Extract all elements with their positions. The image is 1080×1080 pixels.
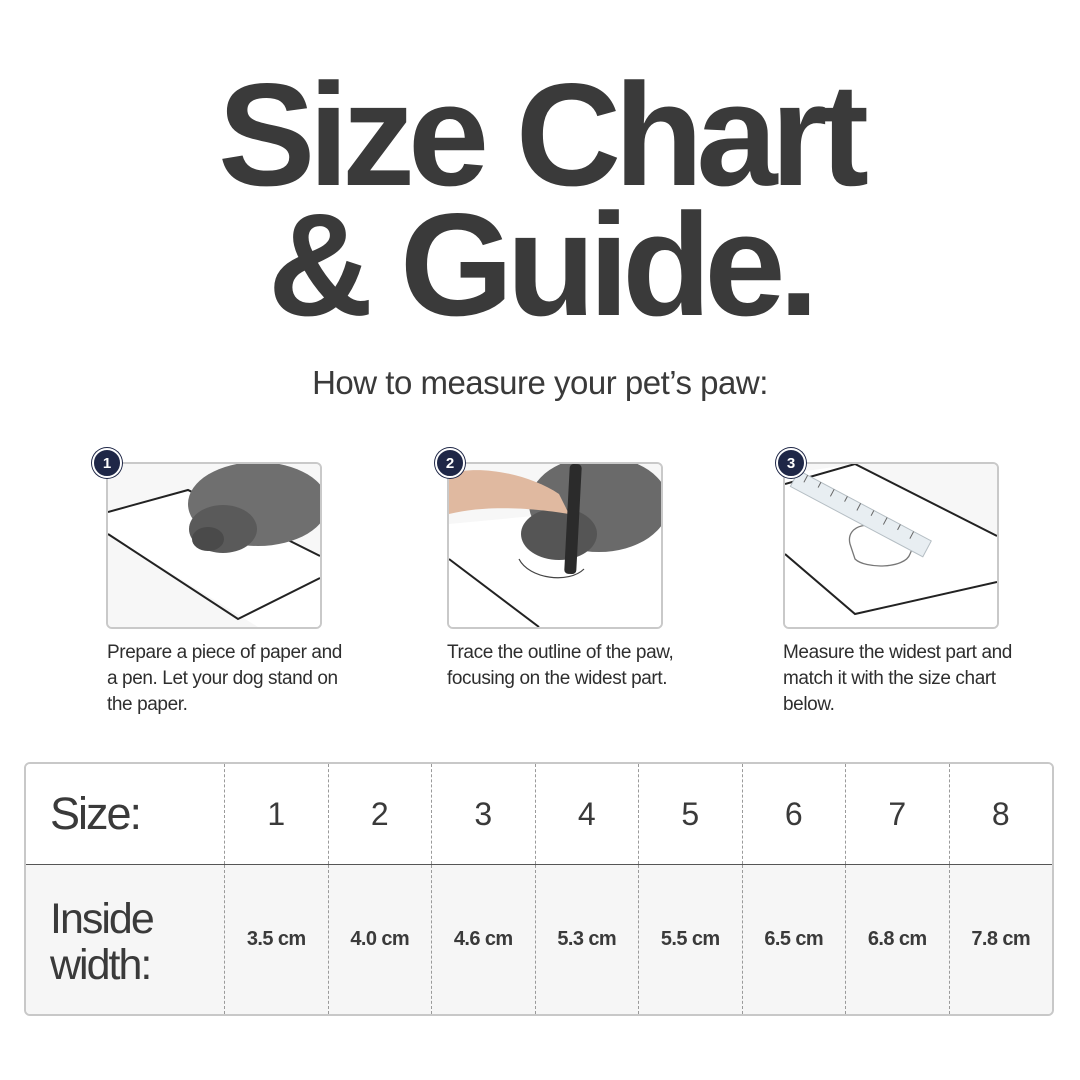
step-2-text: Trace the outline of the paw, focusing on the widest part. — [447, 642, 674, 689]
size-row-label: Size: — [50, 788, 141, 839]
size-chart-table — [24, 762, 1054, 1016]
width-value: 5.3 cm — [535, 865, 639, 1014]
page-subtitle: How to measure your pet’s paw: — [312, 364, 768, 401]
width-value: 6.5 cm — [742, 865, 846, 1014]
size-value: 1 — [224, 764, 328, 864]
step-1-text: Prepare a piece of paper and a pen. Let your dog stand on the paper. — [107, 642, 342, 715]
size-value: 2 — [328, 764, 432, 864]
step-3-badge: 3 — [776, 448, 806, 478]
width-value: 7.8 cm — [949, 865, 1053, 1014]
width-value: 6.8 cm — [845, 865, 949, 1014]
step-1-badge: 1 — [92, 448, 122, 478]
step-2-badge: 2 — [435, 448, 465, 478]
width-value: 3.5 cm — [224, 865, 328, 1014]
size-value: 3 — [431, 764, 535, 864]
width-row — [26, 865, 1052, 1014]
page-title-line-2: & Guide. — [267, 183, 813, 346]
step-3-text: Measure the widest part and match it with the size chart below. — [783, 642, 1012, 715]
size-value: 6 — [742, 764, 846, 864]
step-2-image — [447, 462, 663, 629]
size-value: 4 — [535, 764, 639, 864]
size-value: 5 — [638, 764, 742, 864]
width-value: 4.0 cm — [328, 865, 432, 1014]
width-row-label: Inside width: — [50, 894, 153, 989]
step-3-image — [783, 462, 999, 629]
size-value: 8 — [949, 764, 1053, 864]
width-value: 4.6 cm — [431, 865, 535, 1014]
page-title-line-1: Size Chart — [218, 53, 862, 216]
width-value: 5.5 cm — [638, 865, 742, 1014]
step-1-image — [106, 462, 322, 629]
size-row — [26, 764, 1052, 864]
size-value: 7 — [845, 764, 949, 864]
